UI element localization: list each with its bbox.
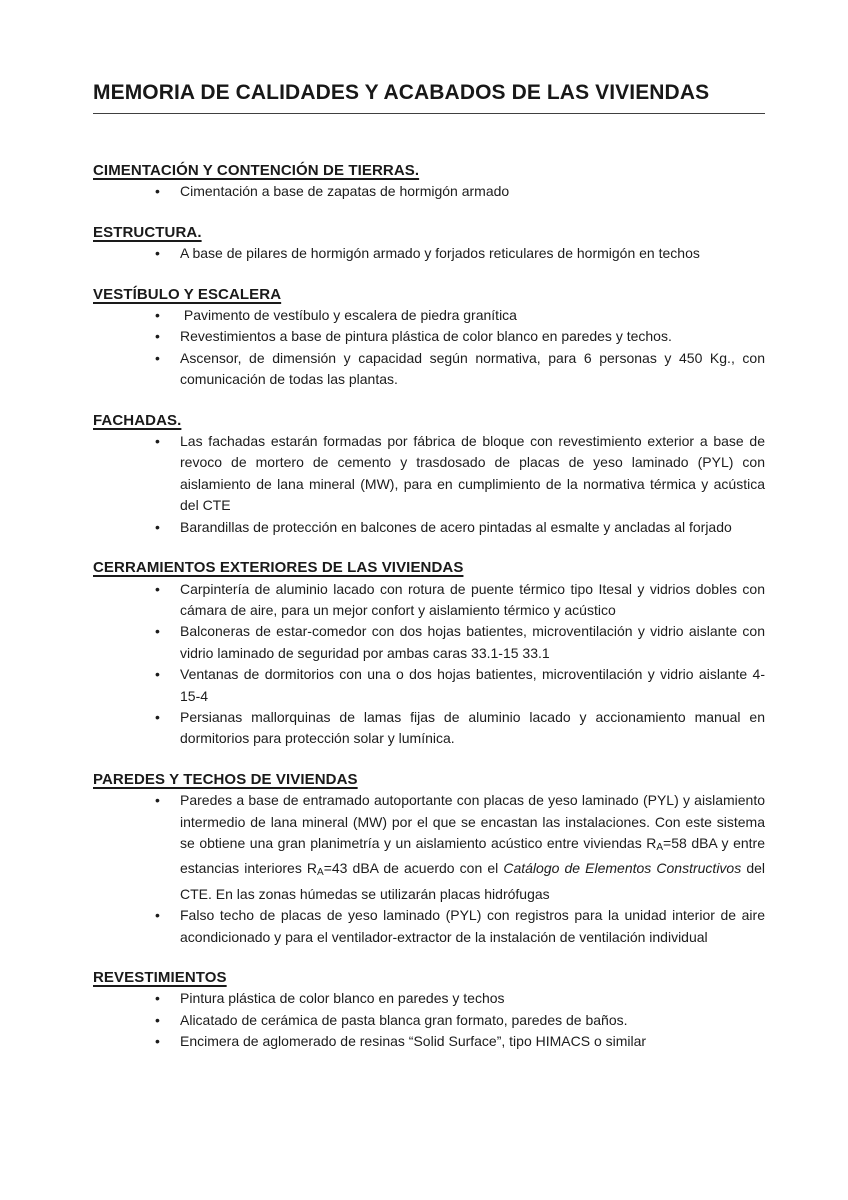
bullet-list (93, 579, 765, 750)
text-run: Persianas mallorquinas de lamas fijas de aluminio lacado y accionamiento manual en dormitorios para protección solar y lumínica. (180, 708, 765, 747)
list-item-text (180, 307, 517, 323)
list-item (93, 579, 765, 622)
list-item-text (180, 519, 732, 535)
list-item-text (180, 1033, 646, 1049)
text-run: Pavimento de vestíbulo y escalera de piedra granítica (180, 307, 517, 324)
list-item-text (180, 350, 765, 387)
text-run: Carpintería de aluminio lacado con rotura de puente térmico tipo Itesal y vidrios dobles con cámara de aire, para un mejor confort y aislamiento térmico y acústico (180, 580, 765, 618)
section-heading: CERRAMIENTOS EXTERIORES DE LAS VIVIENDAS (93, 559, 464, 577)
bullet-icon: • (155, 990, 160, 1007)
bullet-icon: • (155, 708, 160, 725)
list-item (93, 1031, 765, 1052)
list-item-text (180, 328, 672, 344)
text-run: del CTE. En las zonas húmedas se utilizarán placas hidrófugas (180, 860, 765, 902)
text-run: Cimentación a base de zapatas de hormigón armado (180, 183, 510, 200)
text-run: Las fachadas estarán formadas por fábrica de bloque con revestimiento exterior a base de revoco de mortero de cemento y trasdosado de placas de yeso laminado (PYL) con aislamiento de lana mineral (MW), para en cumplimiento de la normativa térmica y acústica del CTE (180, 433, 765, 514)
bullet-icon: • (155, 1033, 160, 1050)
text-run: Alicatado de cerámica de pasta blanca gran formato, paredes de baños. (180, 1011, 628, 1028)
list-item (93, 707, 765, 750)
list-item-text (180, 907, 765, 944)
list-item (93, 621, 765, 664)
list-item (93, 431, 765, 517)
text-run: A base de pilares de hormigón armado y forjados reticulares de hormigón en techos (180, 245, 700, 262)
text-run-sub: A (656, 841, 664, 853)
text-run: Encimera de aglomerado de resinas “Solid Surface”, tipo HIMACS o similar (180, 1033, 647, 1050)
list-item (93, 1010, 765, 1031)
list-item-text (180, 433, 765, 513)
bullet-icon: • (155, 907, 160, 924)
list-item-text (180, 792, 765, 902)
list-item (93, 790, 765, 905)
bullet-list (93, 243, 765, 264)
list-item (93, 905, 765, 948)
text-run: Paredes a base de entramado autoportante con placas de yeso laminado (PYL) y aislamiento intermedio de lana mineral (MW) por el que se encastan las instalaciones. Con este sistema se obtiene una gran planimetría y un aislamiento acústico entre viviendas R (180, 792, 765, 851)
bullet-list (93, 988, 765, 1052)
section-heading: CIMENTACIÓN Y CONTENCIÓN DE TIERRAS. (93, 162, 420, 179)
bullet-icon: • (155, 623, 160, 640)
bullet-icon: • (155, 580, 160, 597)
text-run: =43 dBA de acuerdo con el (323, 860, 504, 877)
list-item-text (180, 245, 700, 261)
section-heading: VESTÍBULO Y ESCALERA (93, 285, 282, 303)
list-item-text (180, 183, 509, 199)
bullet-list (93, 305, 765, 391)
bullet-list (93, 181, 765, 202)
section (93, 160, 765, 203)
document-title: MEMORIA DE CALIDADES Y ACABADOS DE LAS VIVIENDAS (93, 81, 710, 104)
bullet-icon: • (155, 307, 160, 324)
section-heading: FACHADAS. (93, 411, 182, 429)
list-item (93, 517, 765, 538)
text-run: Falso techo de placas de yeso laminado (PYL) con registros para la unidad interior de aire acondicionado y para el ventilador-extractor de la instalación de ventilación individual (180, 907, 765, 945)
bullet-icon: • (155, 433, 160, 450)
section-heading: PAREDES Y TECHOS DE VIVIENDAS (93, 770, 358, 788)
bullet-icon: • (155, 349, 160, 366)
list-item (93, 305, 765, 326)
list-item-text (180, 1012, 628, 1028)
title-rule (93, 113, 765, 114)
section (93, 967, 765, 1053)
text-run: Ventanas de dormitorios con una o dos hojas batientes, microventilación y vidrio aislante 4-15-4 (180, 666, 765, 704)
section-heading: ESTRUCTURA. (93, 223, 202, 241)
bullet-icon: • (155, 1011, 160, 1028)
text-run-italic: Catálogo de Elementos Constructivos (503, 860, 742, 877)
bullet-list (93, 431, 765, 538)
list-item (93, 664, 765, 707)
bullet-icon: • (155, 328, 160, 345)
list-item-text (180, 709, 765, 746)
bullet-icon: • (155, 792, 160, 809)
bullet-icon: • (155, 666, 160, 683)
text-run: Ascensor, de dimensión y capacidad según normativa, para 6 personas y 450 Kg., con comunicación de todas las plantas. (180, 349, 765, 388)
list-item (93, 348, 765, 391)
text-run: Balconeras de estar-comedor con dos hojas batientes, microventilación y vidrio aislante con vidrio laminado de seguridad por ambas caras 33.1-15 33.1 (180, 623, 765, 661)
list-item (93, 326, 765, 347)
sections-container (93, 160, 765, 1053)
section-heading: REVESTIMIENTOS (93, 969, 227, 986)
list-item (93, 243, 765, 264)
text-run: Revestimientos a base de pintura plástica de color blanco en paredes y techos. (180, 328, 672, 345)
bullet-list (93, 790, 765, 948)
section (93, 557, 765, 750)
text-run-sub: A (317, 867, 324, 879)
section (93, 410, 765, 538)
list-item-text (180, 623, 765, 660)
bullet-icon: • (155, 245, 160, 262)
text-run: Pintura plástica de color blanco en paredes y techos (180, 990, 505, 1007)
bullet-icon: • (155, 518, 160, 535)
bullet-icon: • (155, 183, 160, 200)
section (93, 769, 765, 948)
list-item-text (180, 990, 505, 1006)
section (93, 284, 765, 391)
list-item-text (180, 581, 765, 618)
list-item (93, 181, 765, 202)
section (93, 222, 765, 265)
text-run: Barandillas de protección en balcones de acero pintadas al esmalte y ancladas al forjado (180, 518, 732, 535)
list-item-text (180, 666, 765, 703)
text-run: =58 dBA y entre estancias interiores R (180, 834, 765, 877)
list-item (93, 988, 765, 1009)
